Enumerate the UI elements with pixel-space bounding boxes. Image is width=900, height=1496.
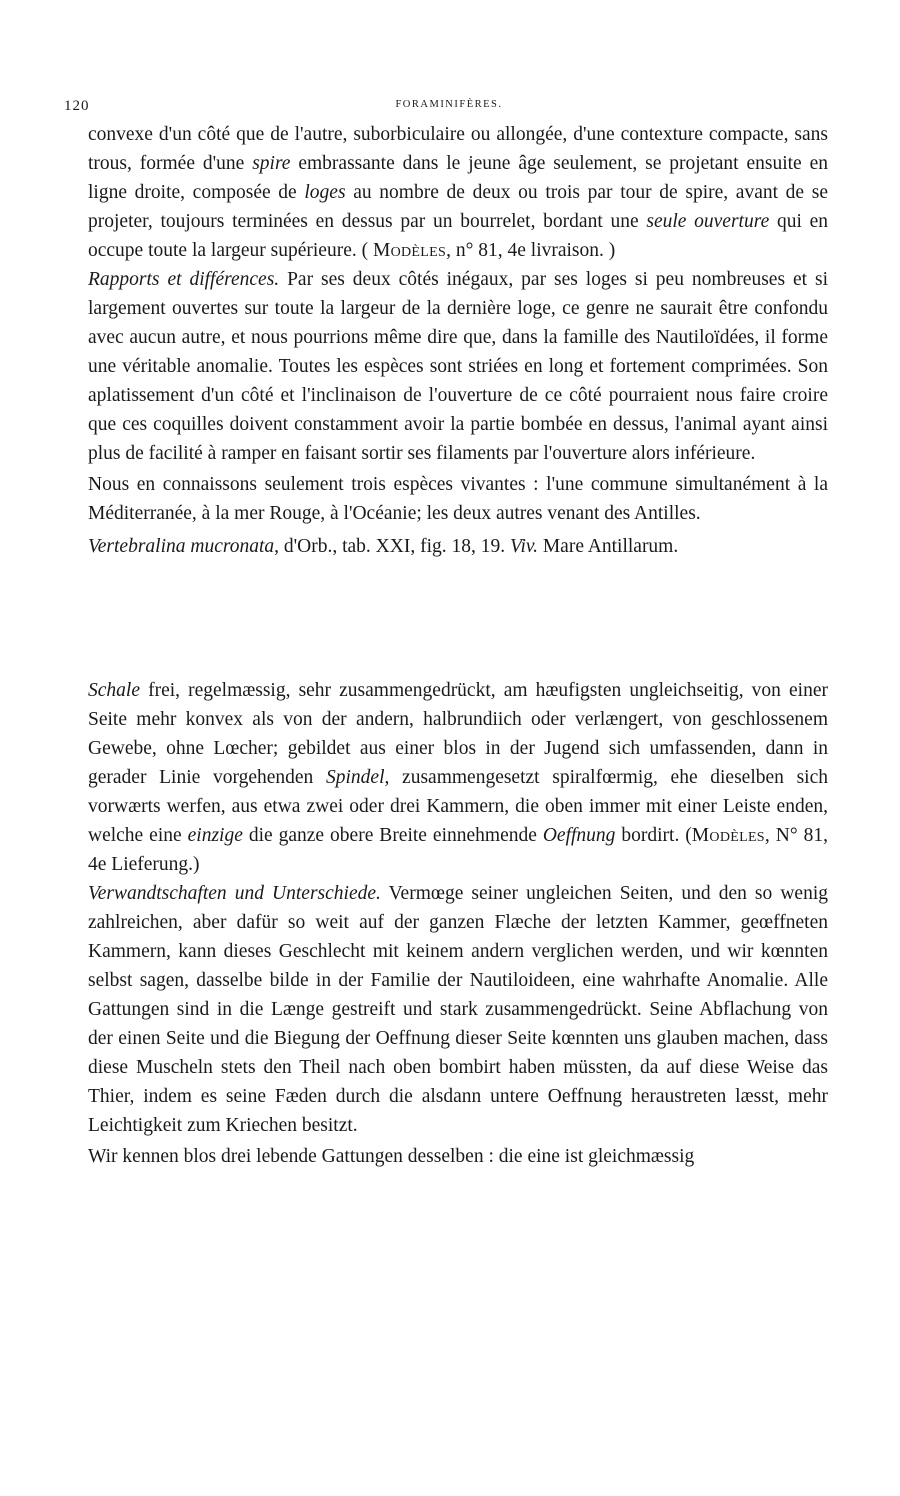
french-paragraph-1: convexe d'un côté que de l'autre, suborbiculaire ou allongée, d'une contexture compacte, sans trous, formée d'une spire embrassante dans le jeune âge seulement, se projetant ensuite en ligne droite, composée de loges au nombre de deux ou trois par tour de spire, avant de se projeter, toujours terminées en dessus par un bourrelet, bordant une seule ouverture qui en occupe toute la largeur supérieure. ( Modèles, n° 81, 4e livraison. ) <box>88 124 828 261</box>
species-entry: Vertebralina mucronata, d'Orb., tab. XXI, fig. 18, 19. Viv. Mare Antillarum. <box>88 536 679 557</box>
french-text <box>88 120 828 561</box>
french-paragraph-3: Nous en connaissons seulement trois espèces vivantes : l'une commune simultanément à la Méditerranée, à la mer Rouge, à l'Océanie; les deux autres venant des Antilles. <box>88 474 828 524</box>
french-paragraph-2: Rapports et différences. Par ses deux côtés inégaux, par ses loges si peu nombreuses et si largement ouvertes sur toute la largeur de la dernière loge, ce genre ne saurait être confondu avec aucun autre, et nous pourrions même dire que, dans la famille des Nautiloïdées, il forme une véritable anomalie. Toutes les espèces sont striées en long et fortement comprimées. Son aplatissement d'un côté et l'inclinaison de l'ouverture de ce côté pourraient nous faire croire que ces coquilles doivent constamment avoir la partie bombée en dessus, l'animal ayant ainsi plus de facilité à ramper en faisant sortir ses filaments par l'ouverture alors inférieure. <box>88 269 828 464</box>
section-heading: Verwandtschaften und Unterschiede. <box>88 883 381 904</box>
running-title: FORAMINIFÈRES. <box>395 99 503 110</box>
german-paragraph-2: Verwandtschaften und Unterschiede. Vermœge seiner ungleichen Seiten, und den so wenig zahlreichen, aber dafür so weit auf der ganzen Flæche der letzten Kammer, geœffneten Kammern, kann dieses Geschlecht mit keinem andern verglichen werden, und wir kœnnten selbst sagen, dasselbe bilde in der Familie der Nautiloideen, eine wahrhafte Anomalie. Alle Gattungen sind in die Længe gestreift und stark zusammengedrückt. Seine Abflachung von der einen Seite und die Biegung der Oeffnung dieser Seite kœnnten uns glauben machen, dass diese Muscheln stets den Theil nach oben bombirt haben müssten, da auf diese Weise das Thier, indem es seine Fæden durch die alsdann untere Oeffnung heraustreten læsst, mehr Leichtigkeit zum Kriechen besitzt. <box>88 883 829 1136</box>
page-number: 120 <box>64 98 90 114</box>
german-paragraph-3: Wir kennen blos drei lebende Gattungen desselben : die eine ist gleichmæssig <box>88 1146 695 1167</box>
german-paragraph-1: Schale frei, regelmæssig, sehr zusammengedrückt, am hæufigsten ungleichseitig, von einer Seite mehr konvex als von der andern, halbrundiich oder verlængert, von geschlossenem Gewebe, ohne Lœcher; gebildet aus einer blos in der Jugend sich umfassenden, dann in gerader Linie vorgehenden Spindel, zusammengesetzt spiralfœrmig, ehe dieselben sich vorwærts werfen, aus etwa zwei oder drei Kammern, die oben immer mit einer Leiste enden, welche eine einzige die ganze obere Breite einnehmende Oeffnung bordirt. (Modèles, N° 81, 4e Lieferung.) <box>88 680 828 875</box>
german-text <box>88 676 828 1171</box>
section-heading: Rapports et différences. <box>88 269 280 290</box>
page-header <box>64 98 834 118</box>
